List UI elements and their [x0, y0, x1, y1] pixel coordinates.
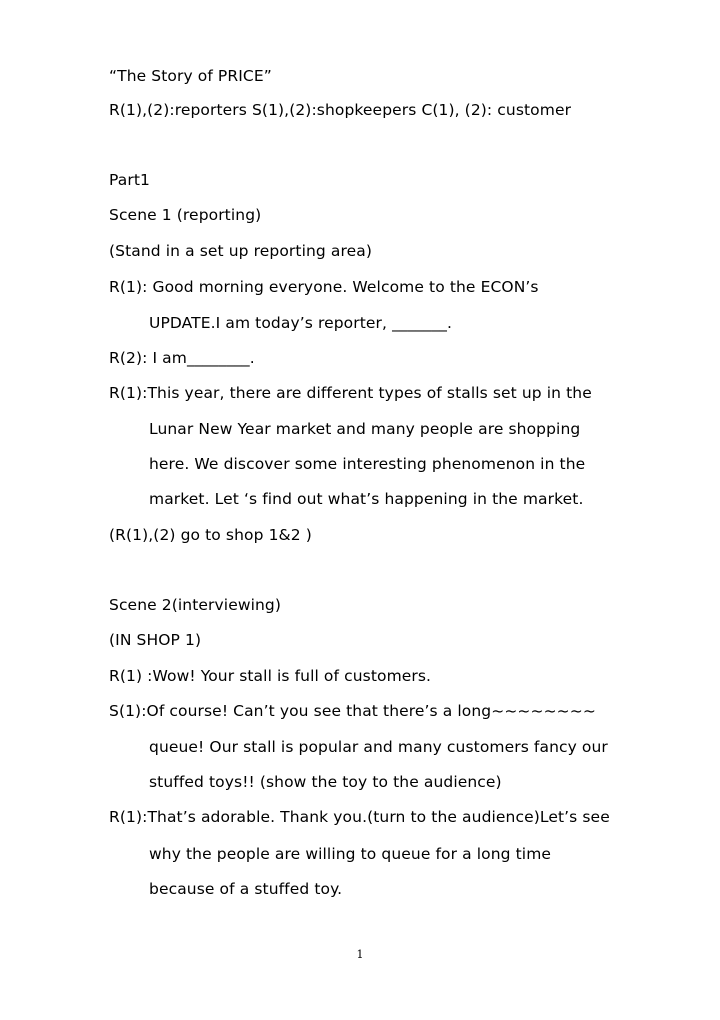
dialogue-line: Lunar New Year market and many people are shopping — [149, 420, 581, 438]
dialogue-line: R(2): I am________. — [109, 349, 255, 367]
scene1-heading: Scene 1 (reporting) — [109, 206, 262, 224]
dialogue-line: market. Let ‘s find out what’s happening in the market. — [149, 490, 584, 508]
stage-direction: (Stand in a set up reporting area) — [109, 242, 372, 260]
dialogue-line: stuffed toys!! (show the toy to the audience) — [149, 773, 502, 791]
dialogue-line: R(1) :Wow! Your stall is full of customers. — [109, 667, 432, 685]
dialogue-line: because of a stuffed toy. — [149, 880, 343, 898]
stage-direction: (IN SHOP 1) — [109, 631, 202, 649]
script-title: “The Story of PRICE” — [109, 67, 272, 85]
dialogue-line: R(1):That’s adorable. Thank you.(turn to the audience)Let’s see — [109, 808, 610, 826]
scene2-heading: Scene 2(interviewing) — [109, 596, 282, 614]
dialogue-line: queue! Our stall is popular and many customers fancy our — [149, 738, 608, 756]
part-heading: Part1 — [109, 171, 150, 189]
dialogue-line: why the people are willing to queue for a long time — [149, 845, 552, 863]
dialogue-line: here. We discover some interesting phenomenon in the — [149, 455, 586, 473]
dialogue-line: R(1):This year, there are different types of stalls set up in the — [109, 384, 592, 402]
page-number: 1 — [356, 948, 364, 961]
stage-direction: (R(1),(2) go to shop 1&2 ) — [109, 526, 312, 544]
dialogue-line: UPDATE.I am today’s reporter, _______. — [149, 314, 453, 332]
dialogue-line: S(1):Of course! Can’t you see that there’s a long~~~~~~~~ — [109, 702, 596, 720]
role-list: R(1),(2):reporters S(1),(2):shopkeepers C(1), (2): customer — [109, 101, 572, 119]
dialogue-line: R(1): Good morning everyone. Welcome to the ECON’s — [109, 278, 539, 296]
